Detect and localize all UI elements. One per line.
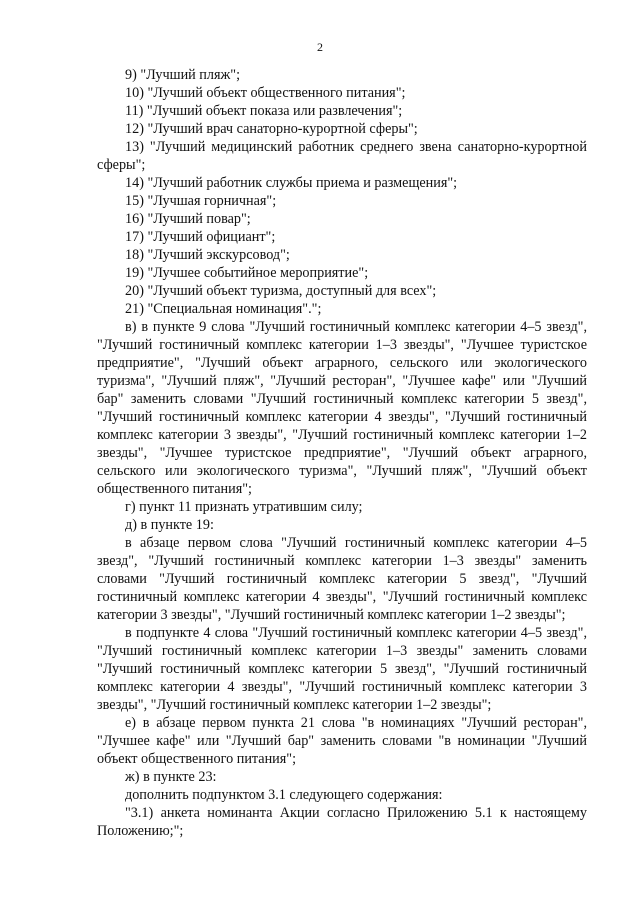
list-item: 11) "Лучший объект показа или развлечения"; xyxy=(125,103,403,119)
list-item: 12) "Лучший врач санаторно-курортной сферы"; xyxy=(125,121,418,137)
list-item: 10) "Лучший объект общественного питания"; xyxy=(125,85,406,101)
amendment-paragraph: е) в абзаце первом пункта 21 слова "в номинациях "Лучший ресторан", "Лучшее кафе" или "Лучший бар" заменить словами "в номинации "Лучший объект общественного питания"; xyxy=(97,715,587,767)
amendment-paragraph: в) в пункте 9 слова "Лучший гостиничный комплекс категории 4–5 звезд", "Лучший гостиничный комплекс категории 1–3 звезды", "Лучшее туристское предприятие", "Лучший объект аграрного, сельского или экологического туризма", "Лучший пляж", "Лучший ресторан", "Лучшее кафе" или "Лучший бар" заменить словами "Лучший гостиничный комплекс категории 5 звезд", "Лучший гостиничный комплекс категории 4 звезды", "Лучший гостиничный комплекс категории 3 звезды", "Лучший гостиничный комплекс категории 1–2 звезды", "Лучшее туристское предприятие", "Лучший объект аграрного, сельского или экологического туризма", "Лучший пляж", "Лучший объект общественного питания"; xyxy=(97,319,587,497)
amendment-paragraph: ж) в пункте 23: xyxy=(125,769,217,785)
list-item: 13) "Лучший медицинский работник среднего звена санаторно-курортной сферы"; xyxy=(97,139,587,173)
amendment-paragraph: г) пункт 11 признать утратившим силу; xyxy=(125,499,363,515)
page-number: 2 xyxy=(317,40,323,54)
list-item: 18) "Лучший экскурсовод"; xyxy=(125,247,290,263)
amendment-paragraph: в подпункте 4 слова "Лучший гостиничный комплекс категории 4–5 звезд", "Лучший гостиничный комплекс категории 1–3 звезды" заменить словами "Лучший гостиничный комплекс категории 5 звезд", "Лучший гостиничный комплекс категории 4 звезды", "Лучший гостиничный комплекс категории 3 звезды", "Лучший гостиничный комплекс категории 1–2 звезды"; xyxy=(97,625,587,713)
amendment-paragraph: в абзаце первом слова "Лучший гостиничный комплекс категории 4–5 звезд", "Лучший гостиничный комплекс категории 1–3 звезды" заменить словами "Лучший гостиничный комплекс категории 5 звезд", "Лучший гостиничный комплекс категории 4 звезды", "Лучший гостиничный комплекс категории 3 звезды", "Лучший гостиничный комплекс категории 1–2 звезды"; xyxy=(97,535,587,623)
list-item: 19) "Лучшее событийное мероприятие"; xyxy=(125,265,369,281)
amendment-paragraph: д) в пункте 19: xyxy=(125,517,214,533)
list-item: 9) "Лучший пляж"; xyxy=(125,67,241,83)
list-item: 20) "Лучший объект туризма, доступный для всех"; xyxy=(125,283,437,299)
amendment-paragraph: дополнить подпунктом 3.1 следующего содержания: xyxy=(125,787,443,803)
list-item: 15) "Лучшая горничная"; xyxy=(125,193,277,209)
list-item: 21) "Специальная номинация"."; xyxy=(125,301,322,317)
list-item: 14) "Лучший работник службы приема и размещения"; xyxy=(125,175,458,191)
document-body xyxy=(97,66,587,840)
list-item: 16) "Лучший повар"; xyxy=(125,211,251,227)
list-item: 17) "Лучший официант"; xyxy=(125,229,276,245)
amendment-paragraph: "3.1) анкета номинанта Акции согласно Приложению 5.1 к настоящему Положению;"; xyxy=(97,805,587,839)
